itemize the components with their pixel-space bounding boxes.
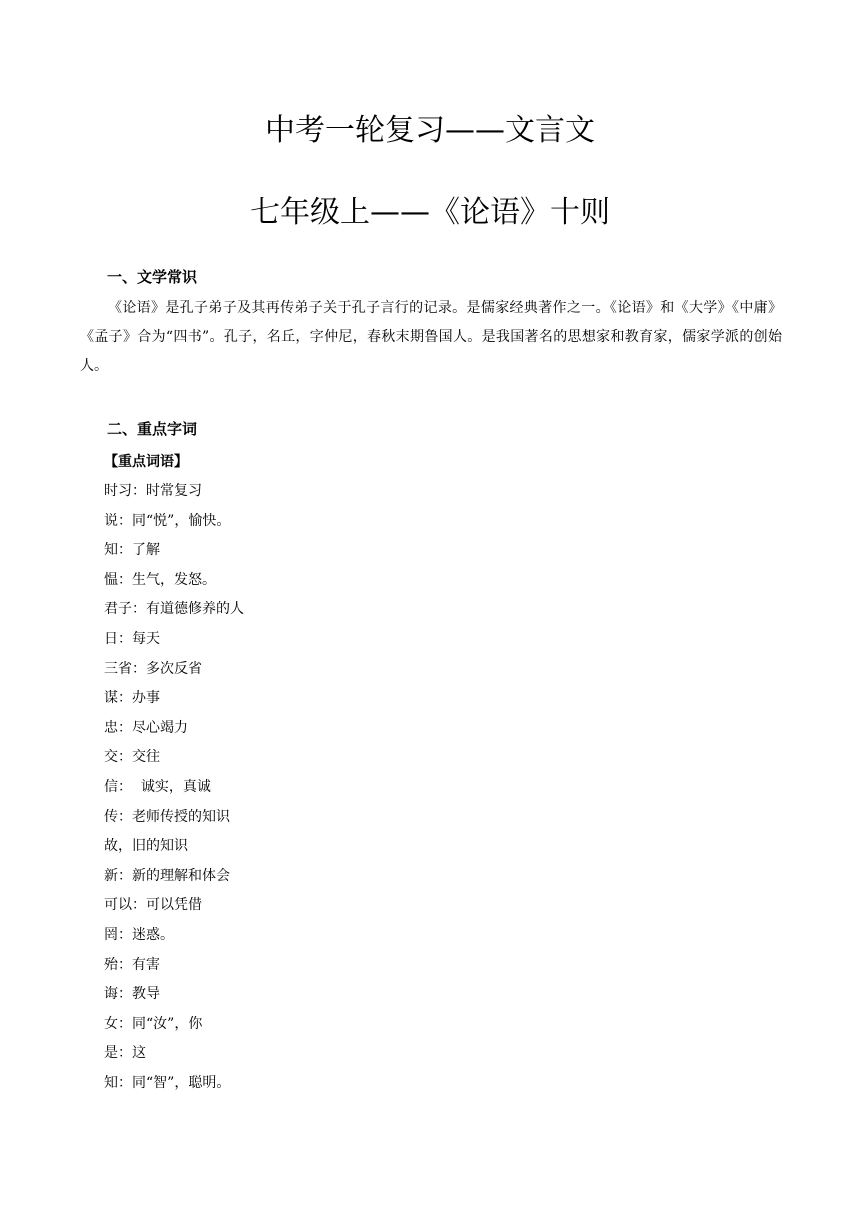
vocabulary-list xyxy=(104,479,244,1100)
vocab-item: 谋：办事 xyxy=(104,690,160,707)
vocab-item: 日：每天 xyxy=(104,630,160,647)
vocab-item: 是：这 xyxy=(104,1045,146,1062)
vocab-item: 故，旧的知识 xyxy=(104,838,188,855)
vocab-item: 时习：时常复习 xyxy=(104,483,202,499)
vocab-item: 忠：尽心竭力 xyxy=(104,719,188,736)
section-heading-literary-knowledge: 一、文学常识 xyxy=(107,268,198,286)
vocab-item: 诲：教导 xyxy=(104,986,160,1003)
vocab-item: 交：交往 xyxy=(104,749,160,766)
vocab-item: 信： 诚实，真诚 xyxy=(104,778,211,795)
vocab-item: 女：同“汝”，你 xyxy=(104,1015,203,1032)
vocab-item: 君子：有道德修养的人 xyxy=(104,601,244,618)
literary-knowledge-paragraph: 《论语》是孔子弟子及其再传弟子关于孔子言行的记录。是儒家经典著作之一。《论语》和《大学》《中庸》《孟子》合为“四书”。孔子，名丘，字仲尼，春秋末期鲁国人。是我国著名的思想家和教育家，儒家学派的创始人。 xyxy=(80,300,782,374)
vocab-item: 愠：生气，发怒。 xyxy=(104,571,216,588)
vocab-item: 知：同“智”，聪明。 xyxy=(104,1074,231,1091)
vocab-item: 说：同“悦”，愉快。 xyxy=(104,512,231,529)
section-heading-key-words: 二、重点字词 xyxy=(107,420,198,438)
vocab-item: 知：了解 xyxy=(104,542,160,559)
vocab-item: 殆：有害 xyxy=(104,956,160,973)
vocab-item: 新：新的理解和体会 xyxy=(104,867,230,884)
document-subtitle: 七年级上——《论语》十则 xyxy=(250,195,610,230)
vocab-item: 罔：迷惑。 xyxy=(104,926,174,943)
document-title: 中考一轮复习——文言文 xyxy=(265,113,595,148)
vocab-item: 三省：多次反省 xyxy=(104,660,202,677)
key-vocabulary-subheading: 【重点词语】 xyxy=(104,454,188,470)
vocab-item: 传：老师传授的知识 xyxy=(104,808,230,825)
vocab-item: 可以：可以凭借 xyxy=(104,897,202,914)
